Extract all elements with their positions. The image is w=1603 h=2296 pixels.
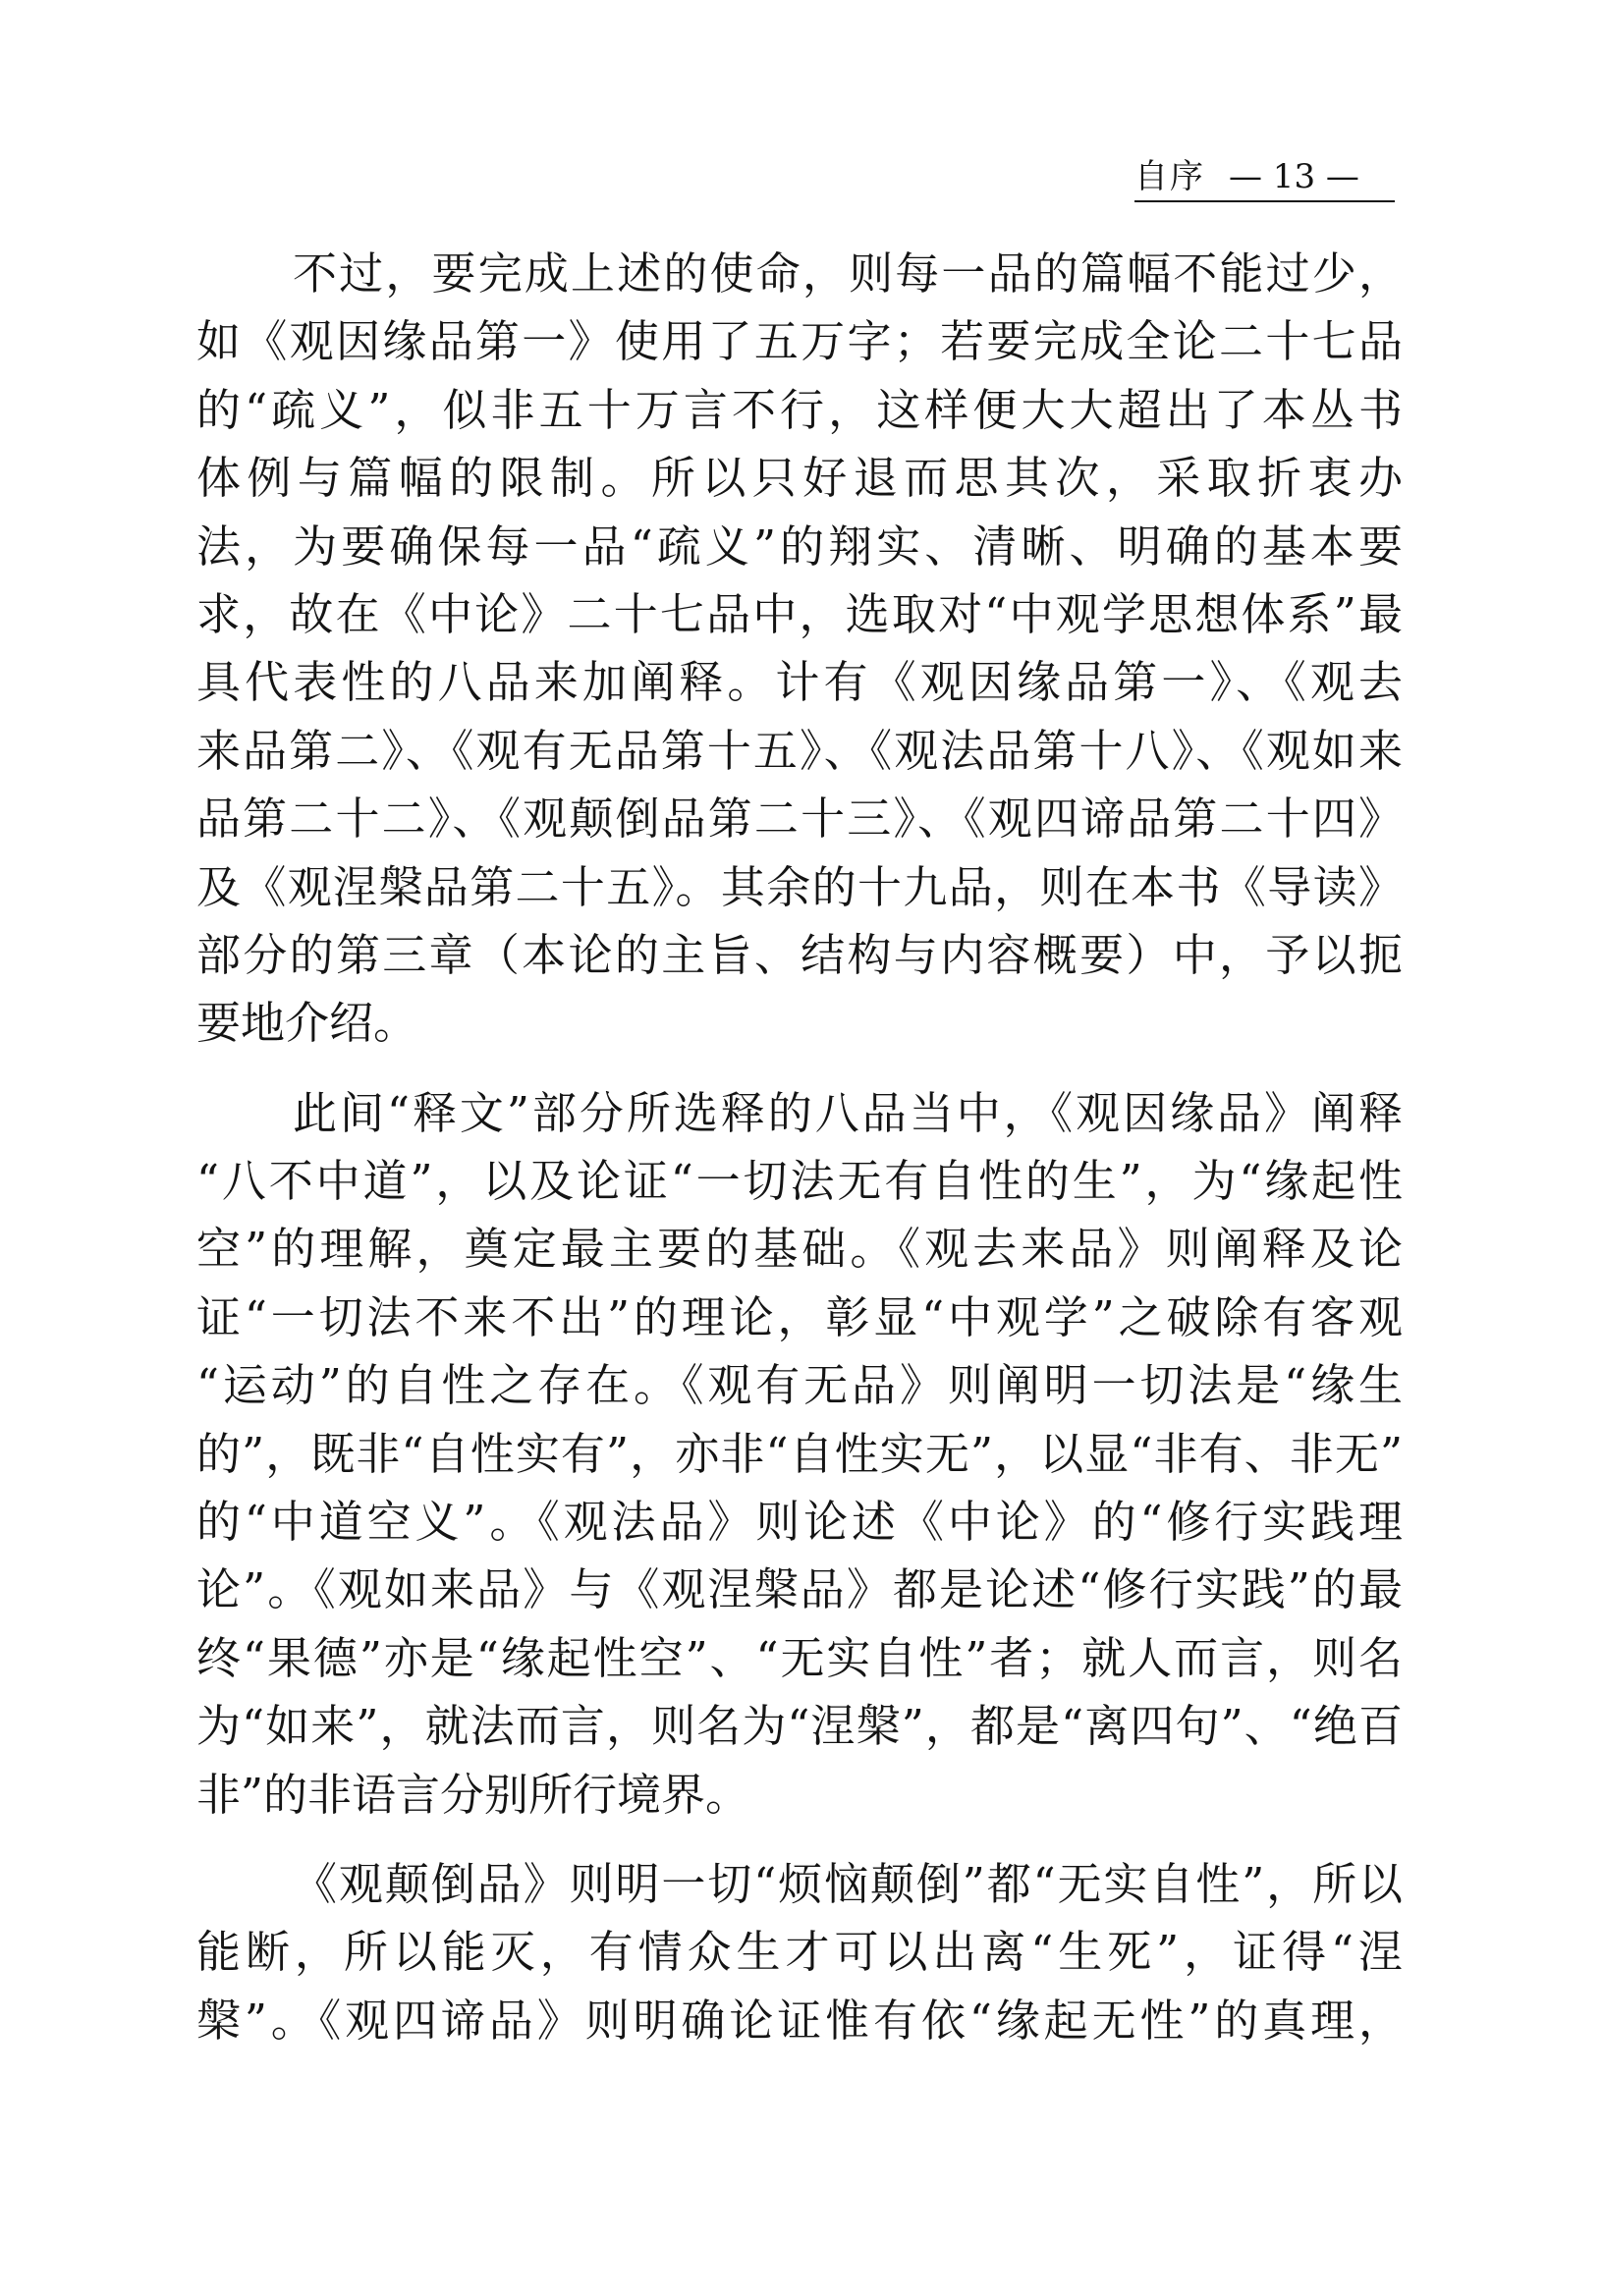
header-rule — [1134, 200, 1395, 202]
text-line: 法，为要确保每一品“疏义”的翔实、清晰、明确的基本要 — [196, 519, 1403, 573]
text-line: 的“疏义”，似非五十万言不行，这样便大大超出了本丛书 — [196, 383, 1403, 436]
text-line: 部分的第三章（本论的主旨、结构与内容概要）中，予以扼 — [196, 928, 1403, 981]
paragraph-2 — [196, 1079, 1403, 1829]
text-line: 《观颠倒品》则明一切“烦恼颠倒”都“无实自性”，所以 — [293, 1857, 1403, 1910]
text-line: 空”的理解，奠定最主要的基础。《观去来品》则阐释及论 — [196, 1223, 1403, 1276]
text-line: “运动”的自性之存在。《观有无品》则阐明一切法是“缘生 — [196, 1359, 1403, 1412]
text-line: 来品第二》、《观有无品第十五》、《观法品第十八》、《观如来 — [196, 724, 1403, 777]
page-number: — 13 — — [1229, 157, 1359, 196]
text-line: 的”，既非“自性实有”，亦非“自性实无”，以显“非有、非无” — [196, 1427, 1403, 1480]
text-line: 此间“释文”部分所选释的八品当中，《观因缘品》阐释 — [293, 1086, 1403, 1139]
header-title: 自序 — [1134, 157, 1205, 196]
text-line: 具代表性的八品来加阐释。计有《观因缘品第一》、《观去 — [196, 656, 1403, 709]
paragraph-3 — [196, 1850, 1403, 2054]
text-line: 体例与篇幅的限制。所以只好退而思其次，采取折衷办 — [196, 452, 1403, 505]
body-text — [196, 240, 1403, 2054]
text-line: 的“中道空义”。《观法品》则论述《中论》的“修行实践理 — [196, 1496, 1403, 1549]
running-header — [1134, 155, 1395, 198]
text-line: 为“如来”，就法而言，则名为“涅槃”，都是“离四句”、“绝百 — [196, 1700, 1403, 1753]
paragraph-gap — [196, 1058, 1403, 1079]
text-line: 如《观因缘品第一》使用了五万字；若要完成全论二十七品 — [196, 315, 1403, 368]
text-line: 槃”。《观四谛品》则明确论证惟有依“缘起无性”的真理， — [196, 1994, 1403, 2047]
text-line: 证“一切法不来不出”的理论，彰显“中观学”之破除有客观 — [196, 1290, 1403, 1343]
text-line: 求，故在《中论》二十七品中，选取对“中观学思想体系”最 — [196, 587, 1403, 640]
text-line: 非”的非语言分别所行境界。 — [196, 1768, 750, 1821]
text-line: 品第二十二》、《观颠倒品第二十三》、《观四谛品第二十四》 — [196, 793, 1403, 846]
text-line: “八不中道”，以及论证“一切法无有自性的生”，为“缘起性 — [196, 1155, 1403, 1208]
text-line: 终“果德”亦是“缘起性空”、“无实自性”者；就人而言，则名 — [196, 1631, 1403, 1684]
text-line: 要地介绍。 — [196, 997, 418, 1050]
text-line: 及《观涅槃品第二十五》。其余的十九品，则在本书《导读》 — [196, 860, 1403, 913]
text-line: 不过，要完成上述的使命，则每一品的篇幅不能过少， — [293, 247, 1403, 300]
paragraph-1 — [196, 240, 1403, 1058]
paragraph-gap — [196, 1829, 1403, 1850]
text-line: 论”。《观如来品》与《观涅槃品》都是论述“修行实践”的最 — [196, 1563, 1403, 1616]
text-line: 能断，所以能灭，有情众生才可以出离“生死”，证得“涅 — [196, 1926, 1403, 1979]
